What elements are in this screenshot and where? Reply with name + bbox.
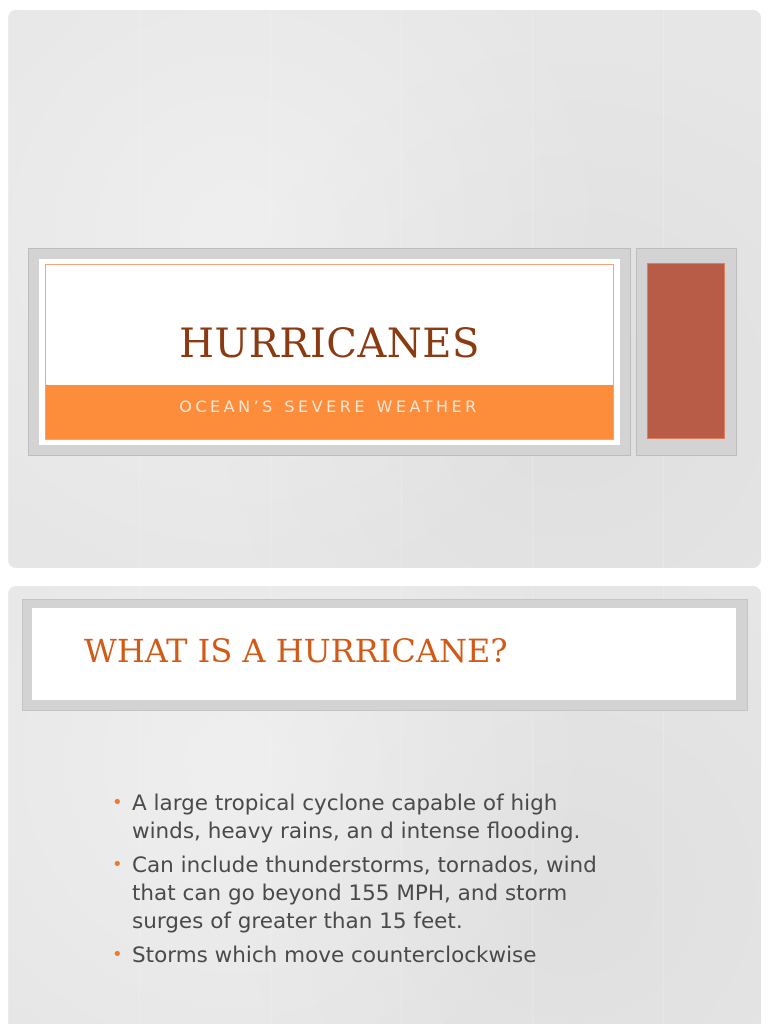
bullet-item: [110, 852, 600, 936]
title-slide: [8, 10, 761, 568]
title-inner-border: [45, 264, 614, 440]
title-frame: [28, 248, 631, 456]
slide-subtitle: OCEAN’S SEVERE WEATHER: [179, 397, 480, 416]
bullet-icon: •: [112, 944, 123, 965]
bullet-item: [110, 942, 600, 970]
content-slide: [8, 586, 761, 1024]
bullet-list: [110, 790, 600, 976]
side-accent-frame: [636, 248, 737, 456]
bullet-text: A large tropical cyclone capable of high winds, heavy rains, an d intense flooding.: [132, 791, 581, 844]
slide-title: HURRICANES: [179, 321, 480, 367]
bullet-icon: •: [112, 854, 123, 875]
heading-frame: [22, 599, 748, 711]
bullet-item: [110, 790, 600, 846]
subtitle-band: [46, 385, 613, 439]
bullet-text: Can include thunderstorms, tornados, wind that can go beyond 155 MPH, and storm surges of greater than 15 feet.: [132, 853, 597, 934]
side-accent-block: [647, 263, 725, 439]
heading-card: [32, 608, 736, 700]
slide-heading: WHAT IS A HURRICANE?: [84, 632, 508, 670]
bullet-icon: •: [112, 792, 123, 813]
title-card: [39, 259, 620, 445]
bullet-text: Storms which move counterclockwise: [132, 943, 537, 968]
